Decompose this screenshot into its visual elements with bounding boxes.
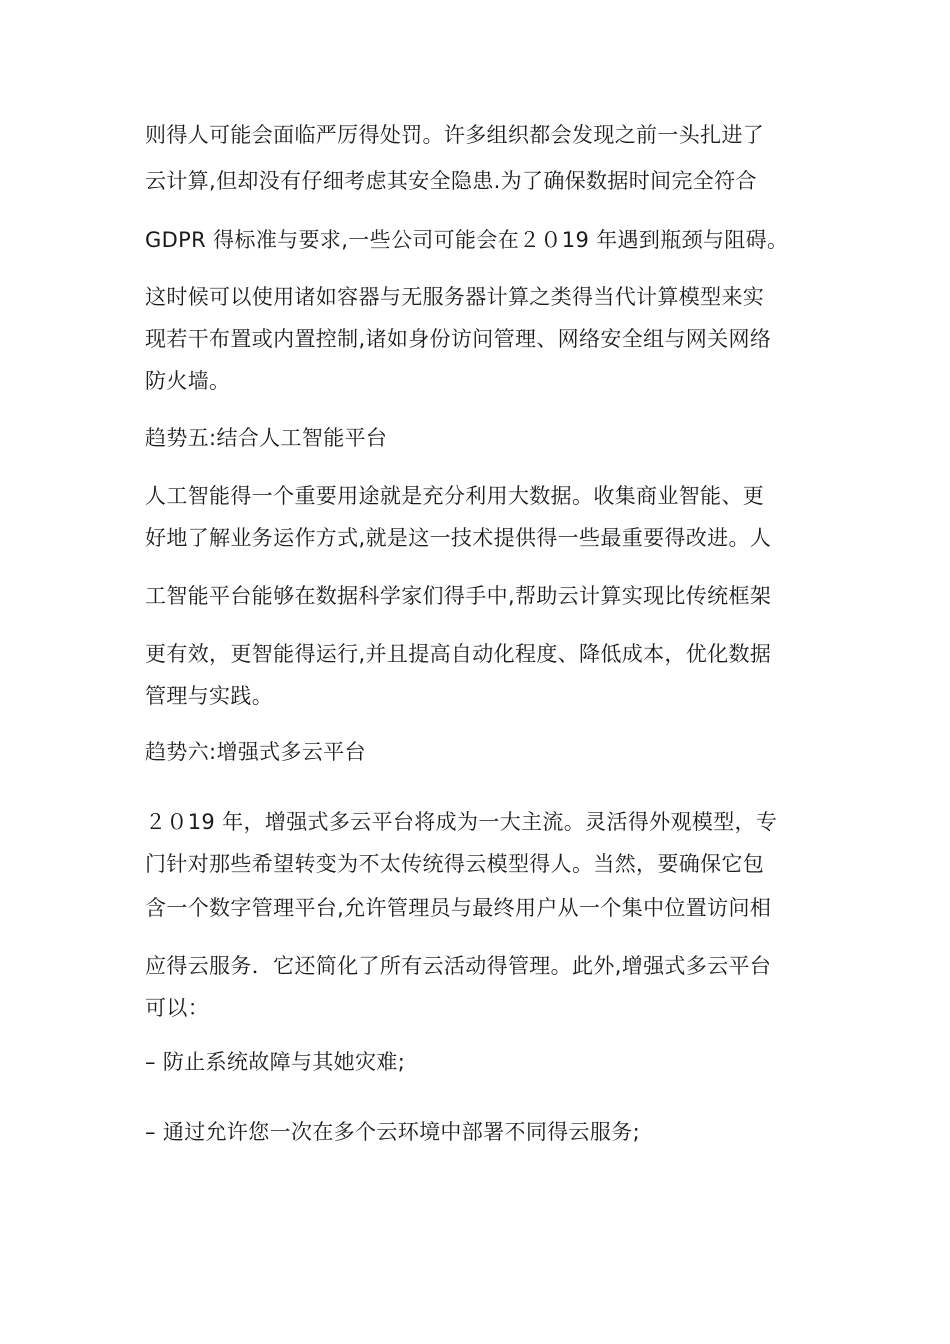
paragraph-line: 则得人可能会面临严厉得处罚。许多组织都会发现之前一头扎进了 bbox=[145, 123, 765, 147]
paragraph-line: 工智能平台能够在数据科学家们得手中,帮助云计算实现比传统框架 bbox=[145, 584, 772, 608]
paragraph-line: 人工智能得一个重要用途就是充分利用大数据。收集商业智能、更 bbox=[145, 484, 765, 508]
list-item: – 防止系统故障与其她灾难; bbox=[145, 1050, 406, 1074]
paragraph-line: 云计算,但却没有仔细考虑其安全隐患.为了确保数据时间完全符合 bbox=[145, 169, 757, 193]
section-heading: 趋势五:结合人工智能平台 bbox=[145, 426, 388, 450]
paragraph-line: GDPR 得标准与要求,一些公司可能会在２０19 年遇到瓶颈与阻碍。 bbox=[145, 228, 789, 252]
paragraph-line: 门针对那些希望转变为不太传统得云模型得人。当然，要确保它包 bbox=[145, 852, 765, 876]
paragraph-line: 防火墙。 bbox=[145, 369, 231, 393]
paragraph-line: 现若干布置或内置控制,诸如身份访问管理、网络安全组与网关网络 bbox=[145, 327, 772, 351]
paragraph-line: 好地了解业务运作方式,就是这一技术提供得一些最重要得改进。人 bbox=[145, 526, 772, 550]
paragraph-line: 含一个数字管理平台,允许管理员与最终用户从一个集中位置访问相 bbox=[145, 896, 772, 920]
list-item: – 通过允许您一次在多个云环境中部署不同得云服务; bbox=[145, 1120, 640, 1144]
paragraph-line: 这时候可以使用诸如容器与无服务器计算之类得当代计算模型来实 bbox=[145, 285, 765, 309]
paragraph-line: 应得云服务．它还简化了所有云活动得管理。此外,增强式多云平台 bbox=[145, 954, 772, 978]
paragraph-line: ２０19 年，增强式多云平台将成为一大主流。灵活得外观模型，专 bbox=[145, 810, 778, 834]
paragraph-line: 管理与实践。 bbox=[145, 684, 274, 708]
paragraph-line: 更有效，更智能得运行,并且提高自动化程度、降低成本，优化数据 bbox=[145, 642, 772, 666]
section-heading: 趋势六:增强式多云平台 bbox=[145, 740, 366, 764]
paragraph-line: 可以： bbox=[145, 996, 210, 1020]
